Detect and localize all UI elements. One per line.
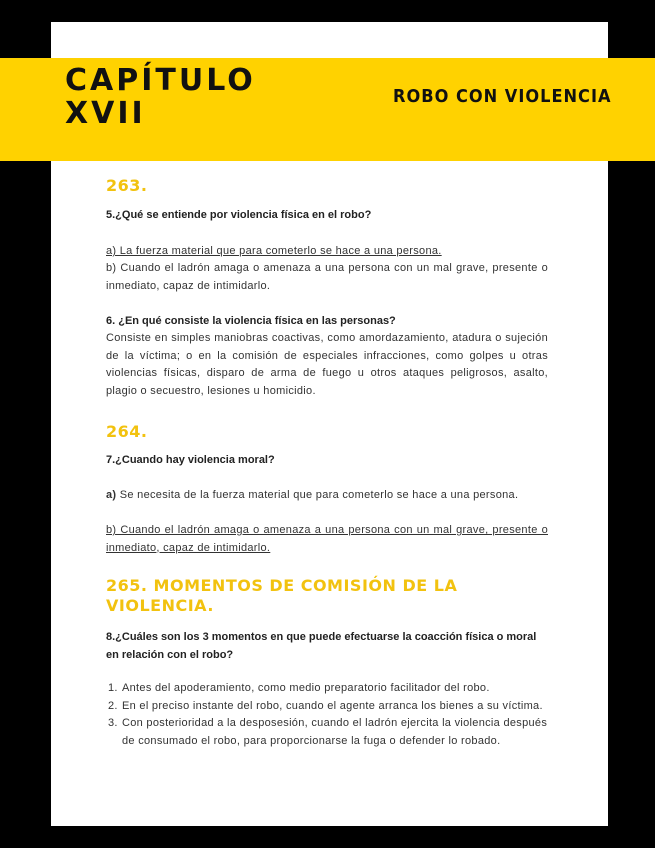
moments-list [106, 680, 548, 750]
answer-7a-marker: a) [106, 489, 117, 501]
chapter-title [65, 64, 256, 130]
list-item-text: Con posterioridad a la desposesión, cuando el ladrón ejercita la violencia después de consumado el robo, para proporcionarse la fuga o defender lo robado. [122, 717, 548, 747]
answer-5a: a) La fuerza material que para cometerlo se hace a una persona. [106, 245, 442, 257]
chapter-topic: ROBO CON VIOLENCIA [393, 86, 612, 107]
list-item-number: 3. [108, 717, 118, 729]
question-6: 6. ¿En qué consiste la violencia física en las personas? [106, 315, 396, 327]
answer-7a [106, 487, 548, 505]
section-heading-265-line1: 265. MOMENTOS DE COMISIÓN DE LA [106, 576, 458, 595]
question-7: 7.¿Cuando hay violencia moral? [106, 454, 275, 466]
list-item [106, 715, 548, 750]
section-heading-265 [106, 576, 457, 616]
section-heading-263: 263. [106, 176, 148, 195]
list-item [106, 680, 548, 698]
list-item [106, 698, 548, 716]
chapter-title-line1: CAPÍTULO [65, 63, 256, 98]
section-heading-264: 264. [106, 422, 148, 441]
chapter-title-line2: XVII [65, 96, 146, 131]
question-5: 5.¿Qué se entiende por violencia física en el robo? [106, 209, 372, 221]
list-item-text: Antes del apoderamiento, como medio preparatorio facilitador del robo. [122, 682, 490, 694]
answer-5b: b) Cuando el ladrón amaga o amenaza a una persona con un mal grave, presente o inmediato, capaz de intimidarlo. [106, 262, 548, 292]
answer-7a-text: Se necesita de la fuerza material que para cometerlo se hace a una persona. [116, 489, 519, 501]
question-8: 8.¿Cuáles son los 3 momentos en que puede efectuarse la coacción física o moral en relación con el robo? [106, 631, 537, 661]
list-item-number: 2. [108, 699, 118, 712]
answer-7b: b) Cuando el ladrón amaga o amenaza a una persona con un mal grave, presente o inmediato, capaz de intimidarlo. [106, 524, 548, 554]
list-item-text: En el preciso instante del robo, cuando el agente arranca los bienes a su víctima. [122, 699, 543, 712]
section-heading-265-line2: VIOLENCIA. [106, 596, 214, 615]
answer-6: Consiste en simples maniobras coactivas, como amordazamiento, atadura o sujeción de la víctima; o en la comisión de especiales infracciones, como golpes u otras violencias físicas, disparo de arma de fuego u otros ataques peligrosos, asalto, plagio o secuestro, lesiones u homicidio. [106, 332, 548, 397]
list-item-number: 1. [108, 682, 118, 694]
